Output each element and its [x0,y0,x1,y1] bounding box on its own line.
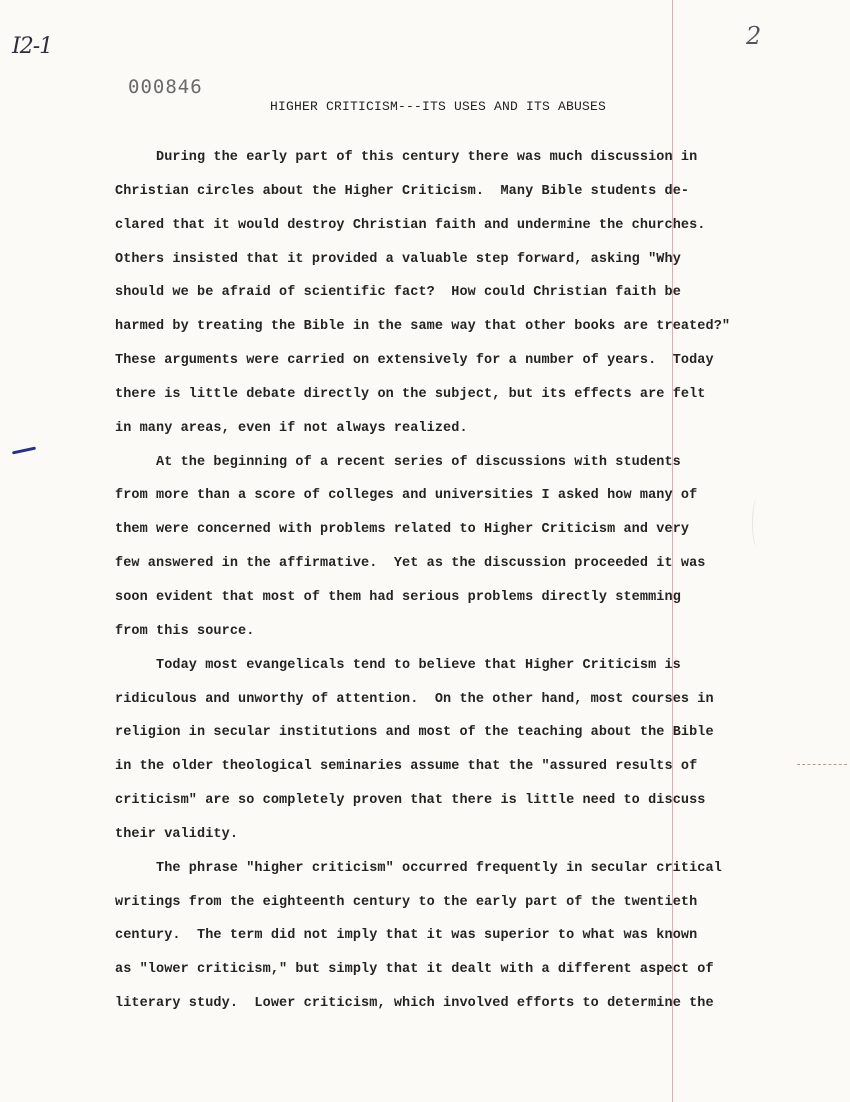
text-line: harmed by treating the Bible in the same way that other books are treated?" [115,319,731,335]
text-line: in many areas, even if not always realized. [115,420,468,436]
text-line: from more than a score of colleges and universities I asked how many of [115,488,698,504]
text-line: criticism" are so completely proven that there is little need to discuss [115,793,706,809]
pen-mark [12,447,36,455]
text-line: them were concerned with problems related to Higher Criticism and very [115,522,690,538]
text-line: At the beginning of a recent series of discussions with students [156,454,681,470]
stamped-number: 000846 [128,76,203,98]
text-line: from this source. [115,623,255,639]
text-line: in the older theological seminaries assume that the "assured results of [115,759,698,775]
text-line: The phrase "higher criticism" occurred frequently in secular critical [156,860,722,876]
text-line: Today most evangelicals tend to believe that Higher Criticism is [156,657,681,673]
body-text [115,147,755,1027]
text-line: century. The term did not imply that it was superior to what was known [115,928,698,944]
text-line: ridiculous and unworthy of attention. On the other hand, most courses in [115,691,714,707]
text-line: Christian circles about the Higher Criticism. Many Bible students de- [115,183,690,199]
text-line: During the early part of this century there was much discussion in [156,150,698,165]
text-line: few answered in the affirmative. Yet as the discussion proceeded it was [115,556,706,572]
text-line: These arguments were carried on extensively for a number of years. Today [115,353,714,369]
text-line: should we be afraid of scientific fact? How could Christian faith be [115,285,681,301]
text-line: religion in secular institutions and most of the teaching about the Bible [115,725,714,741]
text-line: literary study. Lower criticism, which involved efforts to determine the [115,996,714,1012]
text-line: there is little debate directly on the subject, but its effects are felt [115,386,706,402]
text-line: their validity. [115,826,239,842]
text-line: clared that it would destroy Christian faith and undermine the churches. [115,217,706,233]
document-title: HIGHER CRITICISM---ITS USES AND ITS ABUSES [269,99,607,114]
handwritten-page-number: 2 [746,22,762,50]
text-line: soon evident that most of them had serious problems directly stemming [115,589,681,605]
pencil-dash-mark [797,764,847,765]
text-line: as "lower criticism," but simply that it dealt with a different aspect of [115,962,714,978]
text-line: Others insisted that it provided a valuable step forward, asking "Why [115,251,681,267]
handwritten-code: I2-1 [12,34,53,59]
text-line: writings from the eighteenth century to the early part of the twentieth [115,894,698,910]
